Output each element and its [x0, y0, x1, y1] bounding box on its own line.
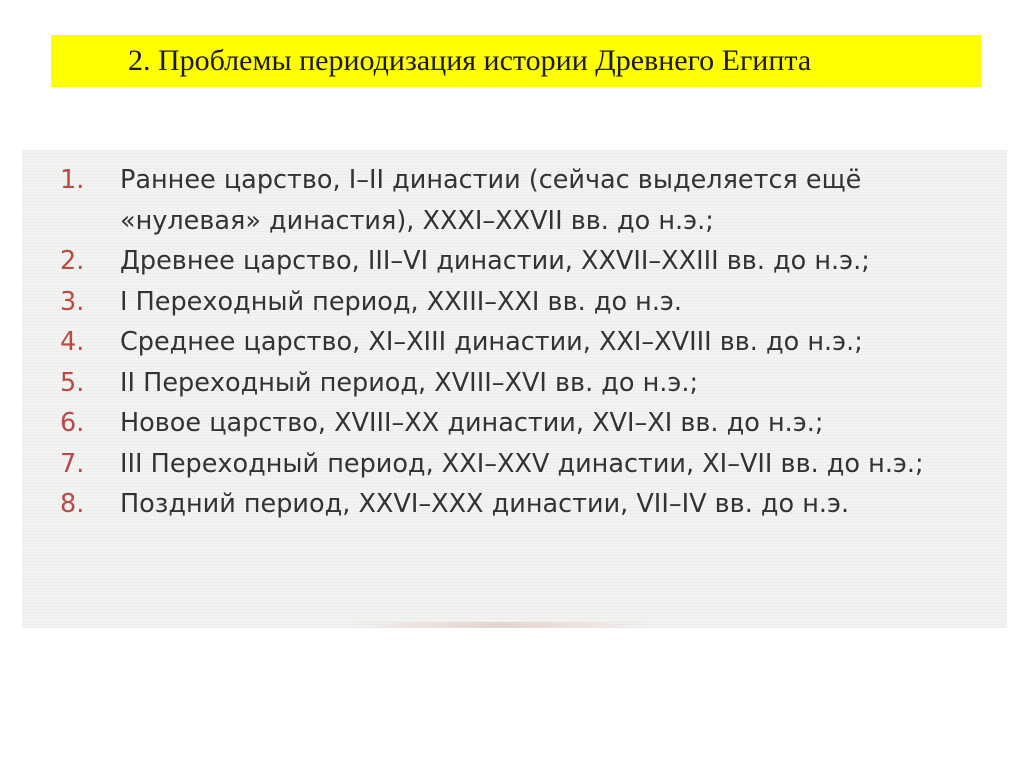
- list-item-text: Поздний период, XXVI–XXX династии, VII–IV вв. до н.э.: [120, 489, 850, 519]
- list-item-number: 5.: [60, 367, 85, 398]
- list-item-text: Среднее царство, XI–XIII династии, XXI–XVIII вв. до н.э.;: [120, 327, 863, 357]
- list-item: [22, 403, 1007, 444]
- list-item-number: 2.: [60, 246, 85, 276]
- list-item-number: 7.: [60, 448, 85, 479]
- periodization-panel: [22, 150, 1007, 628]
- title-banner: [51, 35, 981, 87]
- list-item-text: Раннее царство, I–II династии (сейчас выделяется ещё «нулевая» династия), XXXI–XXVII вв. до н.э.;: [120, 165, 862, 236]
- list-item-number: 8.: [60, 489, 85, 519]
- list-item-text: Древнее царство, III–VI династии, XXVII–XXIII вв. до н.э.;: [120, 246, 870, 276]
- list-item-number: 6.: [60, 408, 85, 438]
- list-item-text: Новое царство, XVIII–XX династии, XVI–XI вв. до н.э.;: [120, 408, 824, 438]
- list-item-number: 4.: [60, 327, 85, 357]
- list-item-number: 3.: [60, 286, 85, 317]
- list-item: [22, 160, 1007, 241]
- list-item-number: 1.: [60, 165, 85, 195]
- list-item: [22, 322, 1007, 363]
- slide-title: 2. Проблемы периодизация истории Древнего Египта: [128, 44, 812, 77]
- list-item-text: I Переходный период, XXIII–XXI вв. до н.э.: [120, 286, 683, 317]
- list-item: [22, 444, 1007, 485]
- list-item-text: III Переходный период, XXI–XXV династии, XI–VII вв. до н.э.;: [120, 448, 924, 479]
- faded-caption-remnant: [350, 622, 650, 628]
- list-item: [22, 484, 1007, 525]
- period-list: [22, 160, 1007, 525]
- list-item: [22, 363, 1007, 404]
- list-item: [22, 282, 1007, 323]
- list-item-text: II Переходный период, XVIII–XVI вв. до н.э.;: [120, 367, 699, 398]
- list-item: [22, 241, 1007, 282]
